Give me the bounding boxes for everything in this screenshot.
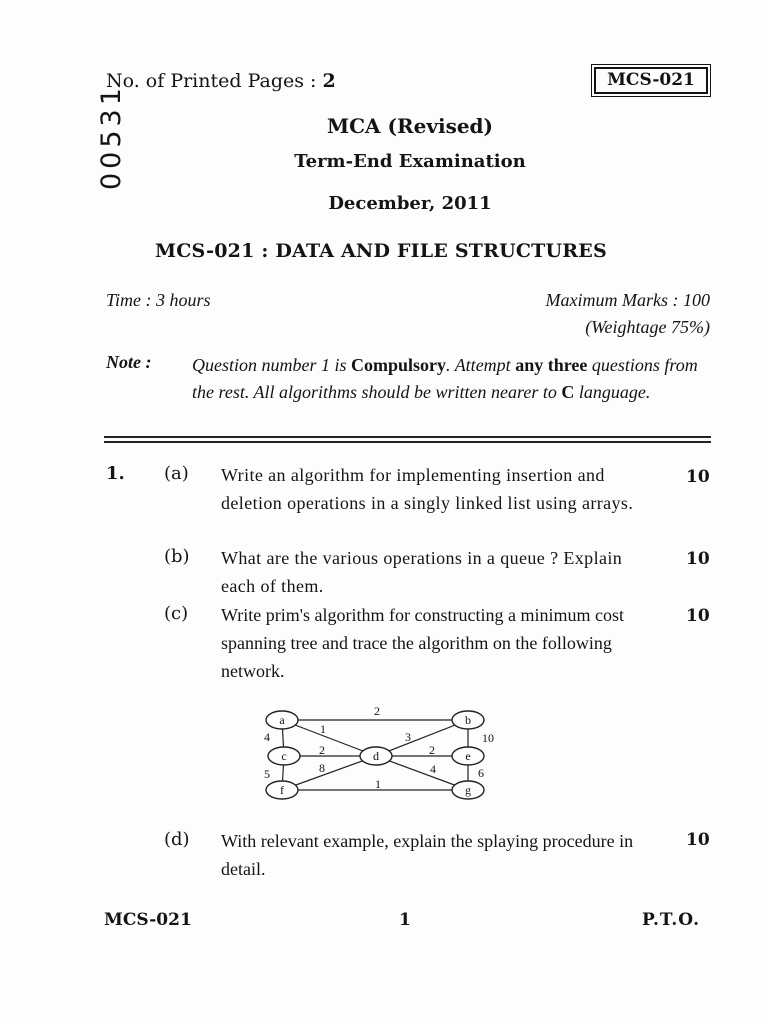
question-text-b: What are the various operations in a queue ? Explain each of them. bbox=[221, 548, 623, 596]
edge-weight-d-e: 2 bbox=[429, 743, 435, 757]
note-emphasis-compulsory: Compulsory bbox=[351, 355, 447, 375]
edge-weight-a-d: 1 bbox=[320, 722, 326, 736]
exam-title: Term-End Examination bbox=[294, 151, 526, 172]
node-label-f: f bbox=[280, 783, 284, 797]
marks-a: 10 bbox=[686, 467, 710, 487]
note-text: Question number 1 is Compulsory. Attempt any three questions from the rest. All algorithms should be written nearer to C language. bbox=[192, 355, 698, 402]
edge-weight-d-g: 4 bbox=[430, 762, 436, 776]
printed-pages-line bbox=[106, 70, 336, 92]
edge-weight-c-f: 5 bbox=[264, 767, 270, 781]
printed-pages-label: No. of Printed Pages : bbox=[106, 70, 317, 92]
question-number: 1. bbox=[106, 463, 125, 484]
exam-date: December, 2011 bbox=[328, 193, 492, 214]
edge-weight-a-b: 2 bbox=[374, 704, 380, 718]
network-graph bbox=[256, 700, 506, 810]
maximum-marks: Maximum Marks : 100 bbox=[545, 290, 710, 310]
node-label-a: a bbox=[279, 713, 285, 727]
edge-weight-d-f: 8 bbox=[319, 761, 325, 775]
node-b bbox=[452, 711, 484, 729]
node-label-c: c bbox=[281, 749, 287, 763]
printed-pages-value: 2 bbox=[322, 70, 336, 92]
part-label-c: (c) bbox=[164, 603, 189, 624]
serial-number: 00531 bbox=[96, 84, 127, 190]
marks-c: 10 bbox=[686, 606, 710, 626]
program-title: MCA (Revised) bbox=[327, 114, 493, 138]
node-label-e: e bbox=[465, 749, 471, 763]
time-allowed: Time : 3 hours bbox=[106, 290, 211, 310]
question-text-d: With relevant example, explain the splaying procedure in detail. bbox=[221, 831, 634, 879]
divider-rule bbox=[104, 436, 711, 438]
part-label-b: (b) bbox=[164, 546, 190, 567]
subject-title: MCS-021 : DATA AND FILE STRUCTURES bbox=[155, 240, 607, 262]
marks-b: 10 bbox=[686, 549, 710, 569]
node-g bbox=[452, 781, 484, 799]
node-label-b: b bbox=[465, 713, 471, 727]
footer-course-code: MCS-021 bbox=[104, 910, 192, 930]
node-d bbox=[360, 747, 392, 765]
note-emphasis-any-three: any three bbox=[515, 355, 588, 375]
edge-weight-f-g: 1 bbox=[375, 777, 381, 791]
note-label: Note : bbox=[106, 352, 152, 372]
edge-weight-a-c: 4 bbox=[264, 730, 270, 744]
node-label-d: d bbox=[373, 749, 379, 763]
edge-weight-e-g: 6 bbox=[478, 766, 484, 780]
marks-d: 10 bbox=[686, 830, 710, 850]
node-e bbox=[452, 747, 484, 765]
question-text-a: Write an algorithm for implementing insertion and deletion operations in a singly linked list using arrays. bbox=[221, 465, 634, 513]
node-c bbox=[268, 747, 300, 765]
weightage: (Weightage 75%) bbox=[585, 317, 710, 337]
divider-rule bbox=[104, 441, 711, 443]
edge-weight-b-e: 10 bbox=[482, 731, 494, 745]
node-a bbox=[266, 711, 298, 729]
part-label-d: (d) bbox=[164, 829, 190, 850]
footer-page-number: 1 bbox=[399, 910, 411, 930]
footer-pto: P.T.O. bbox=[642, 910, 700, 930]
node-f bbox=[266, 781, 298, 799]
part-label-a: (a) bbox=[164, 463, 189, 484]
course-code-box: MCS-021 bbox=[594, 67, 708, 94]
node-label-g: g bbox=[465, 783, 471, 797]
edge-weight-b-d: 3 bbox=[405, 730, 411, 744]
edge-weight-c-d: 2 bbox=[319, 743, 325, 757]
note-emphasis-language: C bbox=[561, 382, 575, 402]
question-text-c: Write prim's algorithm for constructing a minimum cost spanning tree and trace the algorithm on the following network. bbox=[221, 605, 624, 681]
